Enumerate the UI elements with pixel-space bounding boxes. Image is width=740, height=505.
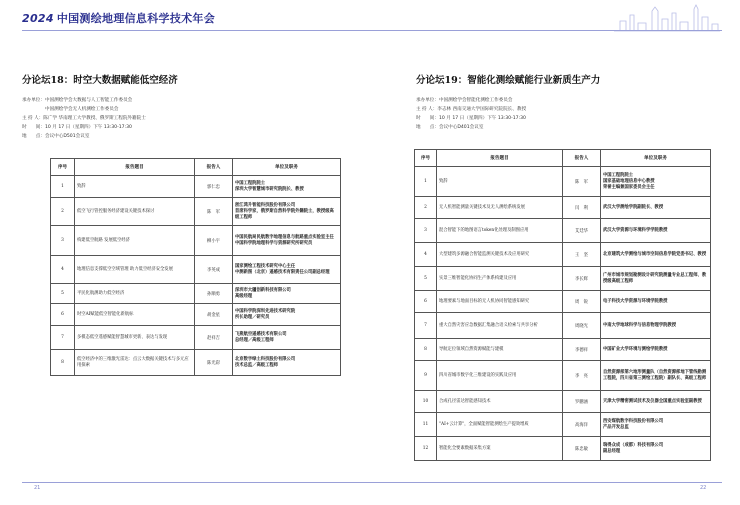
speaker-affiliation: 武汉大学资源与环境科学学院教授: [601, 219, 711, 243]
col-header-speaker: 报告人: [195, 159, 233, 176]
speaker-affiliation: 中国民航局民航数字地理信息与航路重点实验室主任 中国科学院地理科学与资源研究所研究员: [233, 226, 341, 256]
speaker-name: 郭仁忠: [195, 176, 233, 198]
table-row: [51, 284, 341, 304]
speaker-affiliation: 中国工程院院士 深圳大学智慧城市研究院院长、教授: [233, 176, 341, 198]
report-title: 实景三维智能化协同生产体系构建及应用: [437, 267, 563, 291]
table-row: [415, 413, 711, 437]
speaker-name: 周 锐: [563, 291, 601, 313]
program-table: [414, 149, 711, 461]
report-title: 地理信息支撑低空空域管理 助力低空经济安全发展: [75, 256, 195, 284]
info-line: 中国测绘学会无人机测绘工作委员会: [22, 107, 119, 112]
report-title: 导航定位领域自然资源赋能与建模: [437, 339, 563, 361]
speaker-affiliation: 深圳市大疆创新科技有限公司 高级经理: [233, 284, 341, 304]
speaker-name: 陈光彩: [195, 350, 233, 376]
row-number: 9: [415, 361, 437, 391]
report-title: 致辞: [75, 176, 195, 198]
table-row: [415, 339, 711, 361]
speaker-name: 李英成: [195, 256, 233, 284]
report-title: 合成孔径雷达智能感知技术: [437, 391, 563, 413]
row-number: 2: [51, 198, 75, 226]
page-header: [370, 0, 740, 36]
table-row: [415, 197, 711, 219]
speaker-affiliation: 中国科学院深圳先进技术研究院 所长助理／研究员: [233, 304, 341, 326]
row-number: 1: [51, 176, 75, 198]
table-row: [415, 243, 711, 267]
table-row: [415, 391, 711, 413]
row-number: 3: [415, 219, 437, 243]
speaker-name: 李 亮: [563, 361, 601, 391]
row-number: 12: [415, 437, 437, 461]
header-rule: [370, 30, 722, 31]
speaker-affiliation: 瑞得众成（成都）科技有限公司 副总经理: [601, 437, 711, 461]
info-line: 时 间：10 月 17 日（星期四）下午 13:30-17:30: [416, 116, 526, 121]
report-title: 致辞: [437, 167, 563, 197]
speaker-affiliation: 电子科技大学资源与环境学院教授: [601, 291, 711, 313]
report-title: 时空AI赋能低空智能化新航标: [75, 304, 195, 326]
row-number: 2: [415, 197, 437, 219]
forum-info: [416, 96, 526, 132]
col-header-no: 序号: [51, 159, 75, 176]
table-row: [415, 313, 711, 339]
speaker-affiliation: 飞燕航空遥感技术有限公司 总经理／高级工程师: [233, 326, 341, 350]
header-rule: [22, 30, 370, 31]
report-title: 重大自然灾害应急数据汇集融合语义检索与共享分析: [437, 313, 563, 339]
report-title: 低空飞行管控服务经济建设关键技术探讨: [75, 198, 195, 226]
col-header-affiliation: 单位及职务: [233, 159, 341, 176]
table-row: [415, 219, 711, 243]
table-row: [51, 226, 341, 256]
report-title: 混合智能下的地图语言token化处理及制图应用: [437, 219, 563, 243]
right-page: [370, 0, 740, 505]
row-number: 6: [51, 304, 75, 326]
col-header-title: 报告题目: [437, 150, 563, 167]
speaker-name: 陈 军: [563, 167, 601, 197]
report-title: 低空经济中的三维激光雷达：点云大数据关键技术与多元应用探索: [75, 350, 195, 376]
speaker-name: 闫 利: [563, 197, 601, 219]
report-title: 智能化全要素数据采集方案: [437, 437, 563, 461]
info-line: 主 持 人：陈广学 华南理工大学教授、俄罗斯工程院外籍院士: [22, 116, 146, 121]
header-title-text: 中国测绘地理信息科学技术年会: [56, 12, 216, 25]
report-title: "AI+云计算"，全面赋能智能测绘生产提效增质: [437, 413, 563, 437]
row-number: 4: [415, 243, 437, 267]
page-number: 21: [34, 485, 41, 491]
table-header-row: [51, 159, 341, 176]
row-number: 3: [51, 226, 75, 256]
report-title: 四川省城市数字化三维建设的实践及应用: [437, 361, 563, 391]
speaker-affiliation: 浙江鸿升智能科技股份有限公司 首席科学家，俄罗斯自然科学院外籍院士，教授级高级工程师: [233, 198, 341, 226]
speaker-affiliation: 北京数字绿土科技股份有限公司 技术总监／高级工程师: [233, 350, 341, 376]
table-row: [51, 350, 341, 376]
info-line: 时 间：10 月 17 日（星期四）下午 13:30-17:30: [22, 125, 132, 130]
table-row: [415, 267, 711, 291]
footer-rule: [22, 482, 370, 483]
col-header-title: 报告题目: [75, 159, 195, 176]
speaker-name: 罗鹏涵: [563, 391, 601, 413]
row-number: 5: [51, 284, 75, 304]
forum-info: [22, 96, 146, 141]
speaker-affiliation: 广州市城市规划勘测设计研究院测量专业总工程师、教授级高级工程师: [601, 267, 711, 291]
page-header: [0, 0, 370, 36]
row-number: 1: [415, 167, 437, 197]
speaker-name: 柳小宇: [195, 226, 233, 256]
info-line: 地 点：会议中心D501会议室: [22, 134, 90, 139]
row-number: 7: [51, 326, 75, 350]
speaker-name: 胡金星: [195, 304, 233, 326]
row-number: 8: [51, 350, 75, 376]
info-line: 主 持 人：李志林 西南交通大学国际研究院院长、教授: [416, 107, 527, 112]
city-skyline-icon: [612, 3, 722, 33]
report-title: 构建低空航路 发展低空经济: [75, 226, 195, 256]
report-title: 多模态低空遥感赋能智慧城市更新、表达与发现: [75, 326, 195, 350]
speaker-affiliation: 国家测绘工程技术研究中心主任 中测新图（北京）遥感技术有限责任公司副总经理: [233, 256, 341, 284]
row-number: 11: [415, 413, 437, 437]
report-title: 无人机智能测量关键技术及无人测绘系统发展: [437, 197, 563, 219]
speaker-affiliation: 中南大学地球科学与信息物理学院教授: [601, 313, 711, 339]
speaker-affiliation: 武汉大学测绘学院副院长、教授: [601, 197, 711, 219]
table-row: [415, 437, 711, 461]
col-header-speaker: 报告人: [563, 150, 601, 167]
row-number: 6: [415, 291, 437, 313]
report-title: 平民化航测助力低空经济: [75, 284, 195, 304]
speaker-name: 高海洋: [563, 413, 601, 437]
info-line: 地 点：会议中心D401会议室: [416, 125, 484, 130]
info-line: 承办单位：中国测绘学会大数据与人工智能工作委员会: [22, 98, 133, 103]
table-header-row: [415, 150, 711, 167]
info-line: 承办单位：中国测绘学会智能化测绘工作委员会: [416, 98, 513, 103]
report-title: 地理要素与地面目标的无人机协同智能感知研究: [437, 291, 563, 313]
speaker-name: 李德祥: [563, 339, 601, 361]
speaker-affiliation: 中国矿业大学环境与测绘学院教授: [601, 339, 711, 361]
report-title: 大型建筑多源融合智能监测关键技术及应用研究: [437, 243, 563, 267]
speaker-affiliation: 天津大学精密测试技术及仪器全国重点实验室副教授: [601, 391, 711, 413]
speaker-name: 李长辉: [563, 267, 601, 291]
table-row: [51, 176, 341, 198]
page-number: 22: [700, 485, 707, 491]
table-row: [51, 304, 341, 326]
col-header-no: 序号: [415, 150, 437, 167]
table-row: [415, 167, 711, 197]
table-row: [415, 291, 711, 313]
speaker-affiliation: 西安煤航数字科技股份有限公司 产品开发总监: [601, 413, 711, 437]
speaker-name: 艾廷华: [563, 219, 601, 243]
speaker-affiliation: 中国工程院院士 国家基础地理信息中心教授 荣誉主编兼国家委员会主任: [601, 167, 711, 197]
speaker-name: 陈忠敏: [563, 437, 601, 461]
header-year: 2024: [22, 12, 54, 25]
speaker-name: 周晓光: [563, 313, 601, 339]
footer-rule: [370, 482, 722, 483]
table-row: [51, 256, 341, 284]
speaker-name: 孙顺勇: [195, 284, 233, 304]
col-header-affiliation: 单位及职务: [601, 150, 711, 167]
table-row: [415, 361, 711, 391]
row-number: 7: [415, 313, 437, 339]
program-table: [50, 158, 341, 376]
table-row: [51, 198, 341, 226]
speaker-name: 王 坚: [563, 243, 601, 267]
speaker-affiliation: 北京建筑大学测绘与城市空间信息学院党委书记、教授: [601, 243, 711, 267]
row-number: 10: [415, 391, 437, 413]
row-number: 4: [51, 256, 75, 284]
speaker-affiliation: 自然资源部第六地形测量队（自然资源部地下管线勘测工程院，四川省第三测绘工程院）副队长、高级工程师: [601, 361, 711, 391]
header-title: [22, 10, 215, 26]
row-number: 5: [415, 267, 437, 291]
forum-title: 分论坛19：智能化测绘赋能行业新质生产力: [416, 75, 601, 86]
speaker-name: 赵祥吉: [195, 326, 233, 350]
speaker-name: 陈 军: [195, 198, 233, 226]
table-row: [51, 326, 341, 350]
forum-title: 分论坛18：时空大数据赋能低空经济: [22, 75, 178, 86]
row-number: 8: [415, 339, 437, 361]
